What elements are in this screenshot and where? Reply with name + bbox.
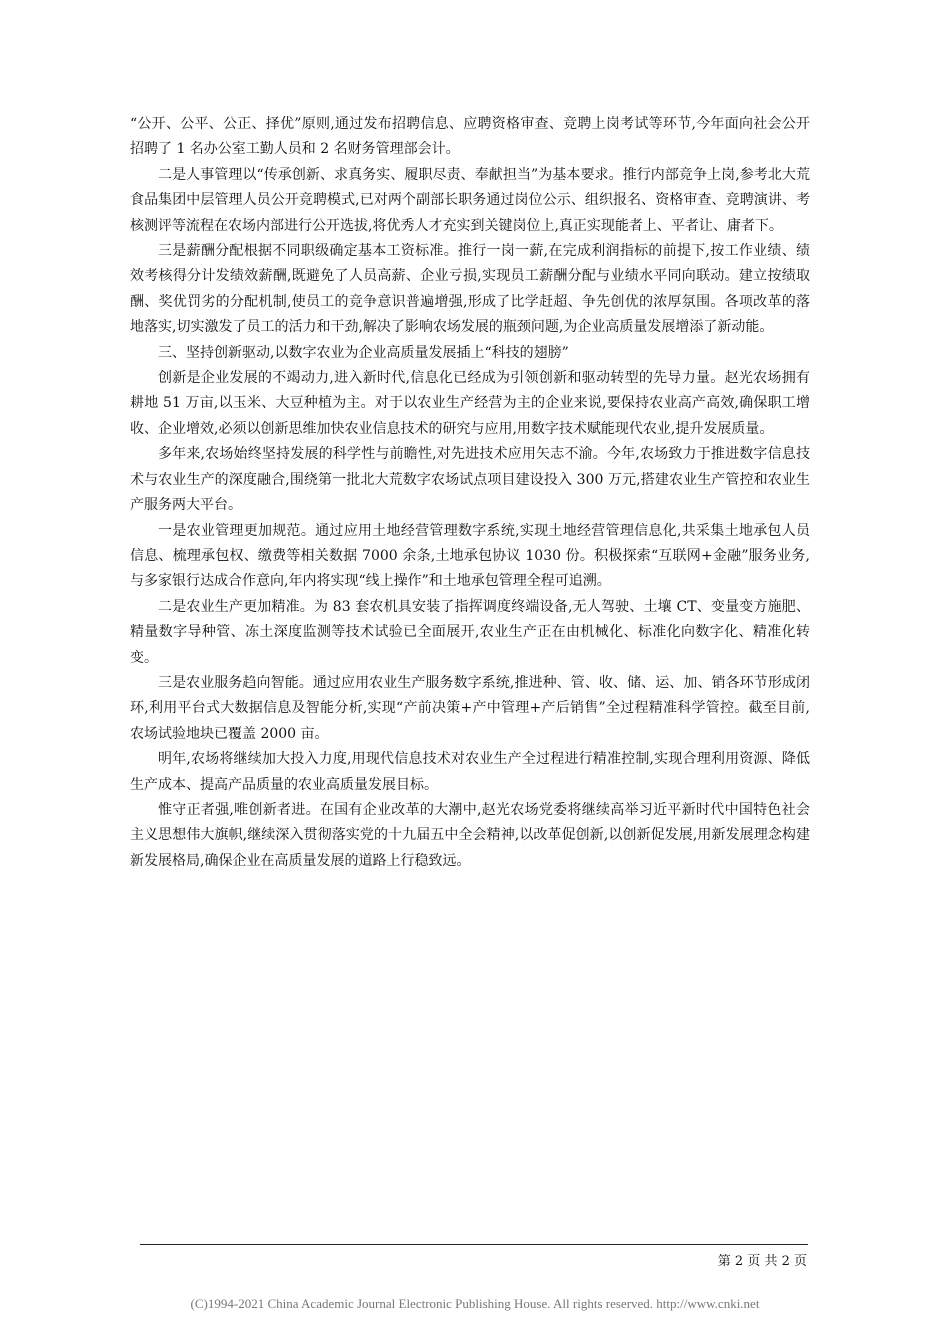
article-body xyxy=(130,112,810,874)
page-number: 第 2 页 共 2 页 xyxy=(717,1254,807,1269)
paragraph: 明年,农场将继续加大投入力度,用现代信息技术对农业生产全过程进行精准控制,实现合理利用资源、降低生产成本、提高产品质量的农业高质量发展目标。 xyxy=(130,751,810,793)
paragraph: 多年来,农场始终坚持发展的科学性与前瞻性,对先进技术应用矢志不渝。今年,农场致力于推进数字信息技术与农业生产的深度融合,围绕第一批北大荒数字农场试点项目建设投入 300 万元,搭建农业生产管控和农业生产服务两大平台。 xyxy=(130,446,810,514)
footer-rule xyxy=(140,1244,808,1245)
paragraph: 二是人事管理以“传承创新、求真务实、履职尽责、奉献担当”为基本要求。推行内部竞争上岗,参考北大荒食品集团中层管理人员公开竞聘模式,已对两个副部长职务通过岗位公示、组织报名、资格审查、竞聘演讲、考核测评等流程在农场内部进行公开选拔,将优秀人才充实到关键岗位上,真正实现能者上、平者让、庸者下。 xyxy=(130,166,810,234)
paragraph: 一是农业管理更加规范。通过应用土地经营管理数字系统,实现土地经营管理信息化,共采集土地承包人员信息、梳理承包权、缴费等相关数据 7000 余条,土地承包协议 1030 份。积极探索“互联网+金融”服务业务,与多家银行达成合作意向,年内将实现“线上操作”和土地承包管理全程可追溯。 xyxy=(130,522,810,590)
paragraph: 创新是企业发展的不竭动力,进入新时代,信息化已经成为引领创新和驱动转型的先导力量。赵光农场拥有耕地 51 万亩,以玉米、大豆种植为主。对于以农业生产经营为主的企业来说,要保持农业高产高效,确保职工增收、企业增效,必须以创新思维加快农业信息技术的研究与应用,用数字技术赋能现代农业,提升发展质量。 xyxy=(130,370,810,437)
paragraph: 三是薪酬分配根据不同职级确定基本工资标准。推行一岗一薪,在完成利润指标的前提下,按工作业绩、绩效考核得分计发绩效薪酬,既避免了人员高薪、企业亏损,实现员工薪酬分配与业绩水平同向联动。建立按绩取酬、奖优罚劣的分配机制,使员工的竞争意识普遍增强,形成了比学赶超、争先创优的浓厚氛围。各项改革的落地落实,切实激发了员工的活力和干劲,解决了影响农场发展的瓶颈问题,为企业高质量发展增添了新动能。 xyxy=(130,243,810,336)
paragraph: 三是农业服务趋向智能。通过应用农业生产服务数字系统,推进种、管、收、储、运、加、销各环节形成闭环,利用平台式大数据信息及智能分析,实现“产前决策+产中管理+产后销售”全过程精准科学管控。截至目前,农场试验地块已覆盖 2000 亩。 xyxy=(130,674,810,742)
copyright-notice: (C)1994-2021 China Academic Journal Electronic Publishing House. All rights reserved. http://www.cnki.net xyxy=(190,1296,760,1311)
paragraph: 惟守正者强,唯创新者进。在国有企业改革的大潮中,赵光农场党委将继续高举习近平新时代中国特色社会主义思想伟大旗帜,继续深入贯彻落实党的十九届五中全会精神,以改革促创新,以创新促发展,用新发展理念构建新发展格局,确保企业在高质量发展的道路上行稳致远。 xyxy=(130,801,810,869)
paragraph: 二是农业生产更加精准。为 83 套农机具安装了指挥调度终端设备,无人驾驶、土壤 CT、变量变方施肥、精量数字导种管、冻土深度监测等技术试验已全面展开,农业生产正在由机械化、标准化向数字化、精准化转变。 xyxy=(130,598,810,666)
paragraph: “公开、公平、公正、择优”原则,通过发布招聘信息、应聘资格审查、竞聘上岗考试等环节,今年面向社会公开招聘了 1 名办公室工勤人员和 2 名财务管理部会计。 xyxy=(130,116,810,158)
section-heading: 三、坚持创新驱动,以数字农业为企业高质量发展插上“科技的翅膀” xyxy=(158,344,569,361)
